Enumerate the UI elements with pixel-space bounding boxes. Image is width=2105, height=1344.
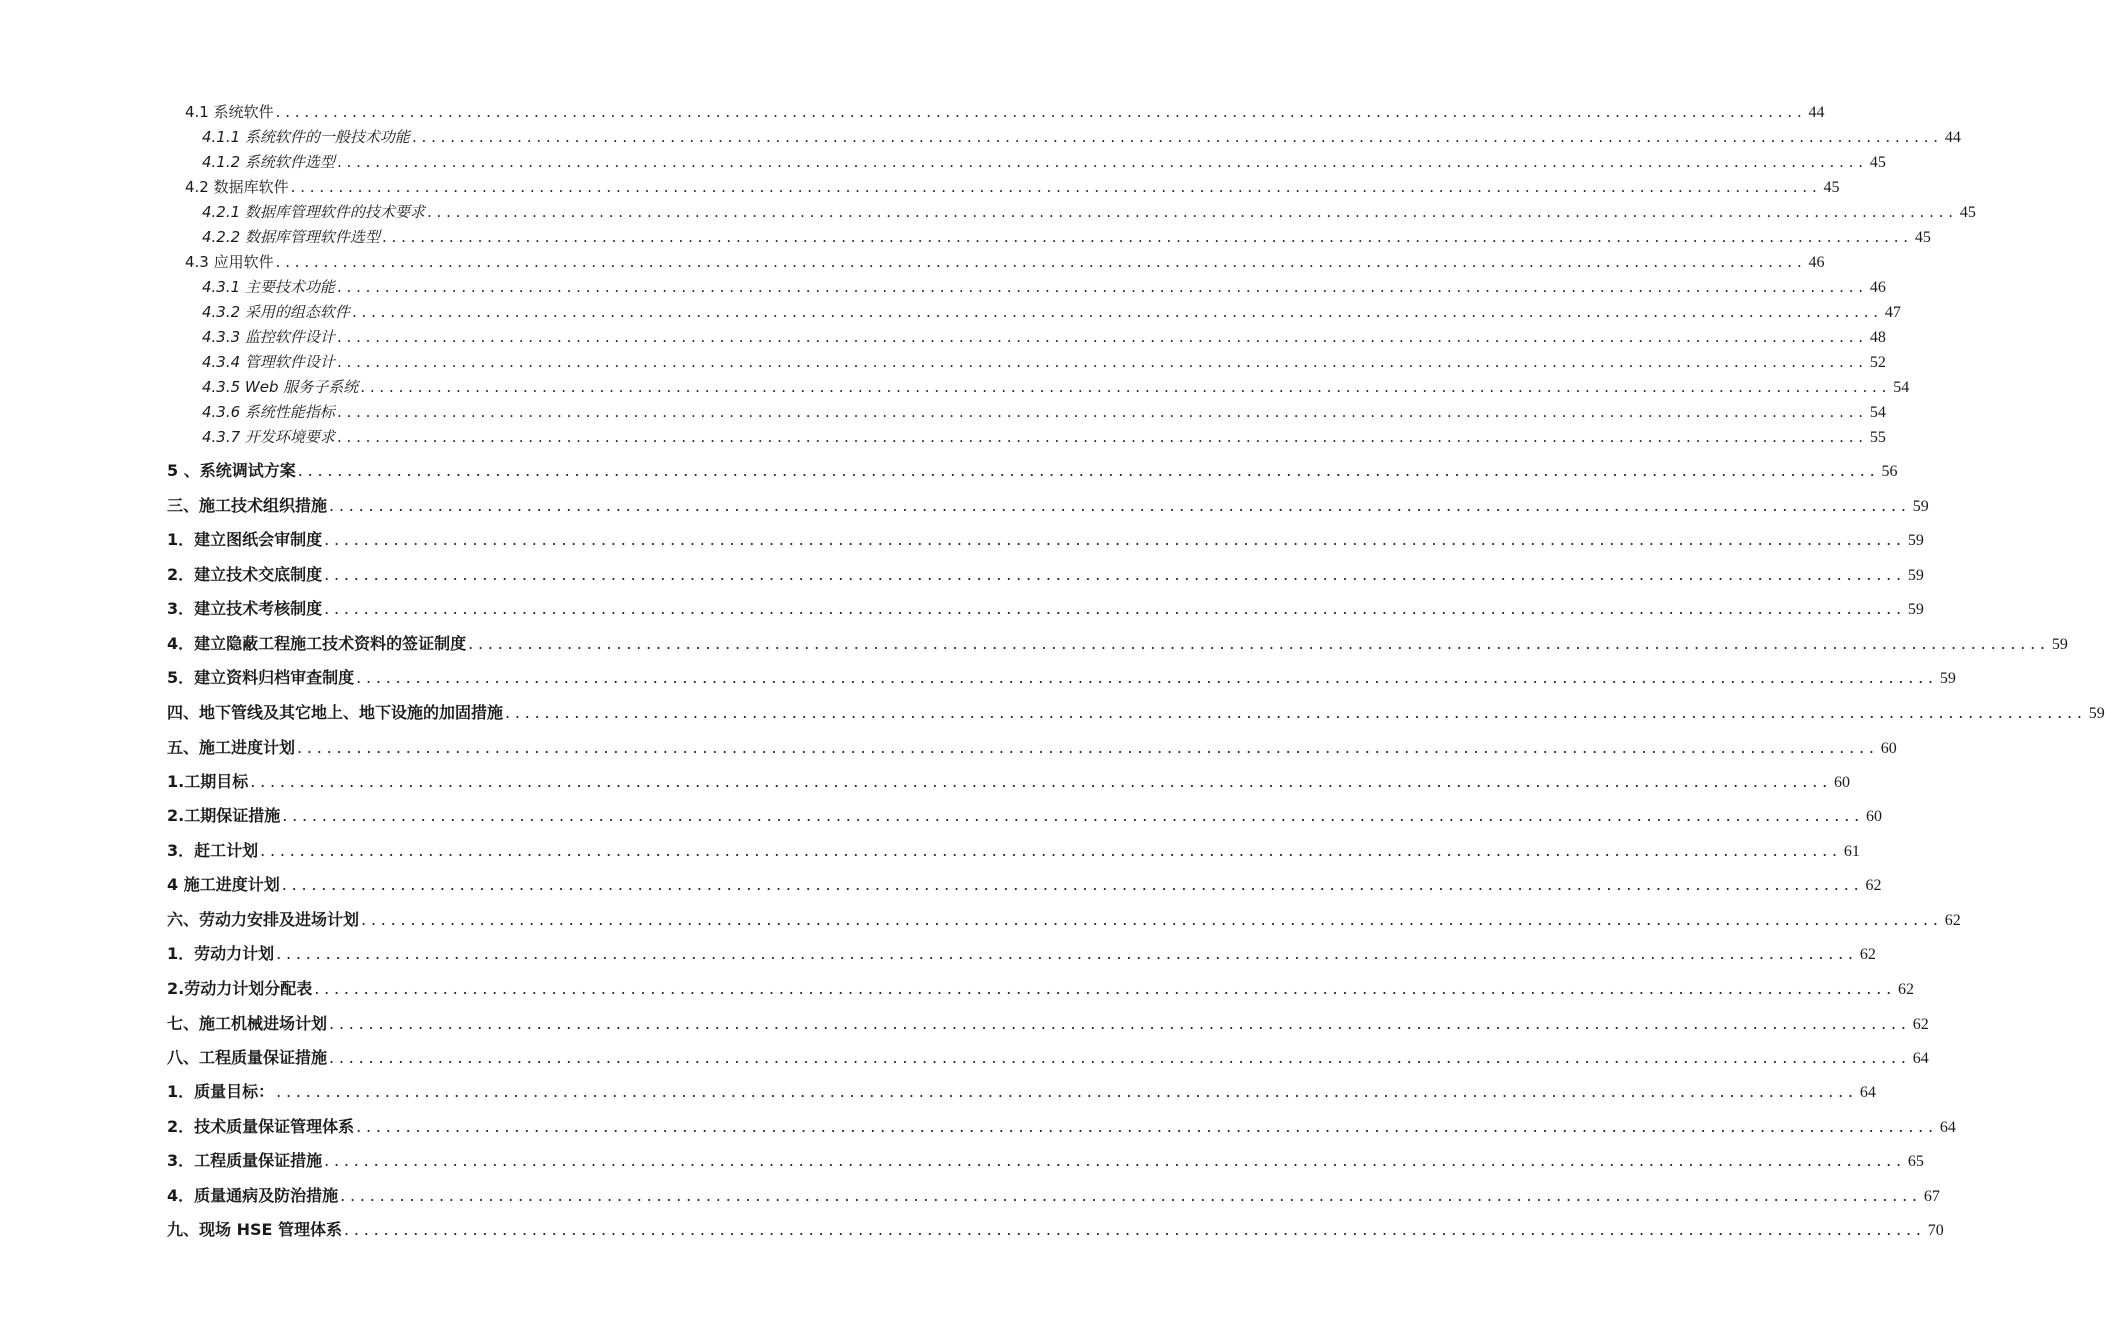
toc-entry[interactable] — [167, 1012, 1929, 1036]
dot-leader: ................................................................................................................................................................ — [324, 599, 1906, 618]
toc-entry-title: 4.3.7 开发环境要求 — [202, 428, 335, 446]
toc-entry-page: 59 — [1912, 498, 1929, 515]
toc-entry[interactable] — [167, 839, 1860, 863]
toc-entry-page: 54 — [1893, 379, 1910, 396]
toc-entry-title: 4.1 系统软件 — [185, 103, 274, 121]
toc-entry-title: 1．劳动力计划 — [167, 944, 275, 963]
toc-entry-page: 64 — [1912, 1050, 1929, 1067]
dot-leader: ................................................................................................................................................................ — [426, 203, 1958, 221]
toc-entry-page: 59 — [2051, 636, 2068, 653]
dot-leader: ................................................................................................................................................................ — [356, 668, 1938, 687]
dot-leader: ................................................................................................................................................................ — [411, 128, 1943, 146]
toc-entry-page: 56 — [1881, 463, 1898, 480]
toc-entry-title: 4.2.2 数据库管理软件选型 — [202, 228, 380, 246]
toc-entry-page: 64 — [1939, 1119, 1956, 1136]
toc-entry[interactable] — [202, 426, 1886, 448]
toc-entry-title: 4 施工进度计划 — [167, 875, 280, 894]
toc-entry-page: 44 — [1944, 129, 1961, 146]
dot-leader: ................................................................................................................................................................ — [361, 910, 1943, 929]
dot-leader: ................................................................................................................................................................ — [281, 875, 1864, 894]
toc-entry-title: 5．建立资料归档审查制度 — [167, 668, 355, 687]
toc-entry-title: 2.劳动力计划分配表 — [167, 979, 313, 998]
toc-entry-title: 4.3.6 系统性能指标 — [202, 403, 335, 421]
toc-entry-page: 47 — [1884, 304, 1901, 321]
toc-entry[interactable] — [167, 1184, 1940, 1208]
toc-entry-title: 4.3.3 监控软件设计 — [202, 328, 335, 346]
dot-leader: ................................................................................................................................................................ — [297, 738, 1879, 757]
toc-entry[interactable] — [167, 908, 1961, 932]
toc-entry-page: 59 — [1939, 670, 1956, 687]
toc-entry[interactable] — [167, 736, 1897, 760]
toc-entry-page: 45 — [1959, 204, 1976, 221]
toc-entry-page: 45 — [1914, 229, 1931, 246]
toc-entry[interactable] — [202, 401, 1886, 423]
dot-leader: ................................................................................................................................................................ — [276, 944, 1858, 963]
dot-leader: ................................................................................................................................................................ — [329, 1048, 1911, 1067]
toc-entry-page: 59 — [1907, 567, 1924, 584]
toc-entry-title: 4.3.2 采用的组态软件 — [202, 303, 350, 321]
toc-entry[interactable] — [167, 494, 1929, 518]
toc-entry-title: 4.3.5 Web 服务子系统 — [202, 378, 359, 396]
dot-leader: ................................................................................................................................................................ — [275, 253, 1807, 271]
toc-entry[interactable] — [167, 701, 2105, 725]
dot-leader: ................................................................................................................................................................ — [324, 1151, 1906, 1170]
toc-entry[interactable] — [167, 942, 1876, 966]
toc-entry-page: 62 — [1912, 1016, 1929, 1033]
toc-entry-page: 67 — [1923, 1188, 1940, 1205]
toc-entry-title: 3．工程质量保证措施 — [167, 1151, 323, 1170]
toc-entry-page: 62 — [1944, 912, 1961, 929]
dot-leader: ................................................................................................................................................................ — [282, 806, 1864, 825]
toc-entry-title: 4.3 应用软件 — [185, 253, 274, 271]
toc-entry-page: 62 — [1859, 946, 1876, 963]
dot-leader: ................................................................................................................................................................ — [344, 1220, 1926, 1239]
dot-leader: ................................................................................................................................................................ — [275, 103, 1807, 121]
toc-entry-title: 4．质量通病及防治措施 — [167, 1186, 339, 1205]
toc-entry[interactable] — [167, 977, 1914, 1001]
toc-entry-title: 3．赶工计划 — [167, 841, 259, 860]
toc-entry-page: 62 — [1865, 877, 1882, 894]
dot-leader: ................................................................................................................................................................ — [356, 1117, 1938, 1136]
toc-entry-page: 62 — [1897, 981, 1914, 998]
toc-entry[interactable] — [202, 301, 1901, 323]
dot-leader: ................................................................................................................................................................ — [336, 428, 1868, 446]
toc-entry[interactable] — [167, 1115, 1956, 1139]
toc-entry[interactable] — [167, 1046, 1929, 1070]
toc-entry[interactable] — [202, 351, 1886, 373]
dot-leader: ................................................................................................................................................................ — [297, 461, 1880, 480]
toc-entry-title: 2．技术质量保证管理体系 — [167, 1117, 355, 1136]
toc-entry-title: 2.工期保证措施 — [167, 806, 281, 825]
toc-entry-title: 七、施工机械进场计划 — [167, 1014, 328, 1033]
dot-leader: ................................................................................................................................................................ — [324, 565, 1906, 584]
toc-entry-title: 1．质量目标： — [167, 1082, 275, 1101]
toc-entry[interactable] — [167, 666, 1956, 690]
toc-entry-title: 八、工程质量保证措施 — [167, 1048, 328, 1067]
dot-leader: ................................................................................................................................................................ — [336, 353, 1868, 371]
toc-entry-title: 2．建立技术交底制度 — [167, 565, 323, 584]
toc-entry[interactable] — [167, 1218, 1944, 1242]
toc-entry[interactable] — [167, 459, 1898, 483]
toc-entry[interactable] — [202, 151, 1886, 173]
toc-entry[interactable] — [185, 101, 1825, 123]
dot-leader: ................................................................................................................................................................ — [329, 496, 1911, 515]
dot-leader: ................................................................................................................................................................ — [276, 1082, 1858, 1101]
toc-entry-title: 4.1.1 系统软件的一般技术功能 — [202, 128, 410, 146]
toc-entry[interactable] — [202, 326, 1886, 348]
toc-entry[interactable] — [167, 563, 1924, 587]
toc-entry-page: 46 — [1869, 279, 1886, 296]
dot-leader: ................................................................................................................................................................ — [351, 303, 1883, 321]
toc-entry-title: 4.1.2 系统软件选型 — [202, 153, 335, 171]
dot-leader: ................................................................................................................................................................ — [340, 1186, 1922, 1205]
dot-leader: ................................................................................................................................................................ — [324, 530, 1906, 549]
toc-entry-title: 六、劳动力安排及进场计划 — [167, 910, 360, 929]
dot-leader: ................................................................................................................................................................ — [468, 634, 2050, 653]
toc-entry-page: 44 — [1808, 104, 1825, 121]
toc-entry-page: 55 — [1869, 429, 1886, 446]
toc-entry-title: 4.3.4 管理软件设计 — [202, 353, 335, 371]
toc-entry-title: 四、地下管线及其它地上、地下设施的加固措施 — [167, 703, 504, 722]
toc-entry-title: 1.工期目标 — [167, 772, 249, 791]
toc-entry-page: 65 — [1907, 1153, 1924, 1170]
toc-entry-page: 61 — [1843, 843, 1860, 860]
toc-entry[interactable] — [202, 226, 1931, 248]
toc-entry[interactable] — [202, 376, 1910, 398]
dot-leader: ................................................................................................................................................................ — [336, 153, 1868, 171]
toc-entry-page: 64 — [1859, 1084, 1876, 1101]
toc-entry-page: 46 — [1808, 254, 1825, 271]
toc-entry-page: 45 — [1869, 154, 1886, 171]
toc-entry-title: 3．建立技术考核制度 — [167, 599, 323, 618]
toc-entry-page: 52 — [1869, 354, 1886, 371]
toc-entry-page: 60 — [1833, 774, 1850, 791]
toc-entry[interactable] — [167, 770, 1850, 794]
dot-leader: ................................................................................................................................................................ — [329, 1014, 1911, 1033]
dot-leader: ................................................................................................................................................................ — [381, 228, 1913, 246]
dot-leader: ................................................................................................................................................................ — [336, 403, 1868, 421]
dot-leader: ................................................................................................................................................................ — [250, 772, 1832, 791]
toc-entry[interactable] — [185, 251, 1825, 273]
dot-leader: ................................................................................................................................................................ — [360, 378, 1892, 396]
dot-leader: ................................................................................................................................................................ — [505, 703, 2087, 722]
toc-entry-title: 4．建立隐蔽工程施工技术资料的签证制度 — [167, 634, 467, 653]
dot-leader: ................................................................................................................................................................ — [314, 979, 1896, 998]
toc-entry-page: 59 — [1907, 532, 1924, 549]
toc-entry-page: 48 — [1869, 329, 1886, 346]
toc-entry[interactable] — [202, 276, 1886, 298]
toc-entry-title: 三、施工技术组织措施 — [167, 496, 328, 515]
dot-leader: ................................................................................................................................................................ — [336, 328, 1868, 346]
toc-entry-title: 4.2.1 数据库管理软件的技术要求 — [202, 203, 425, 221]
toc-entry-page: 45 — [1823, 179, 1840, 196]
toc-entry[interactable] — [167, 1149, 1924, 1173]
toc-entry-title: 5 、系统调试方案 — [167, 461, 296, 480]
toc-entry-title: 4.2 数据库软件 — [185, 178, 289, 196]
toc-entry-page: 54 — [1869, 404, 1886, 421]
dot-leader: ................................................................................................................................................................ — [290, 178, 1822, 196]
toc-entry[interactable] — [167, 632, 2068, 656]
toc-entry[interactable] — [167, 873, 1882, 897]
toc-entry[interactable] — [167, 1080, 1876, 1104]
toc-entry[interactable] — [202, 201, 1976, 223]
toc-entry[interactable] — [167, 804, 1882, 828]
dot-leader: ................................................................................................................................................................ — [336, 278, 1868, 296]
toc-entry-page: 59 — [2088, 705, 2105, 722]
toc-entry[interactable] — [167, 528, 1924, 552]
toc-entry-title: 1．建立图纸会审制度 — [167, 530, 323, 549]
toc-entry-page: 59 — [1907, 601, 1924, 618]
toc-entry-title: 九、现场 HSE 管理体系 — [167, 1220, 342, 1239]
toc-entry-page: 70 — [1927, 1222, 1944, 1239]
toc-entry-title: 五、施工进度计划 — [167, 738, 296, 757]
dot-leader: ................................................................................................................................................................ — [260, 841, 1842, 860]
toc-entry-title: 4.3.1 主要技术功能 — [202, 278, 335, 296]
toc-entry[interactable] — [167, 597, 1924, 621]
toc-entry[interactable] — [185, 176, 1840, 198]
toc-entry[interactable] — [202, 126, 1961, 148]
toc-entry-page: 60 — [1865, 808, 1882, 825]
toc-entry-page: 60 — [1880, 740, 1897, 757]
